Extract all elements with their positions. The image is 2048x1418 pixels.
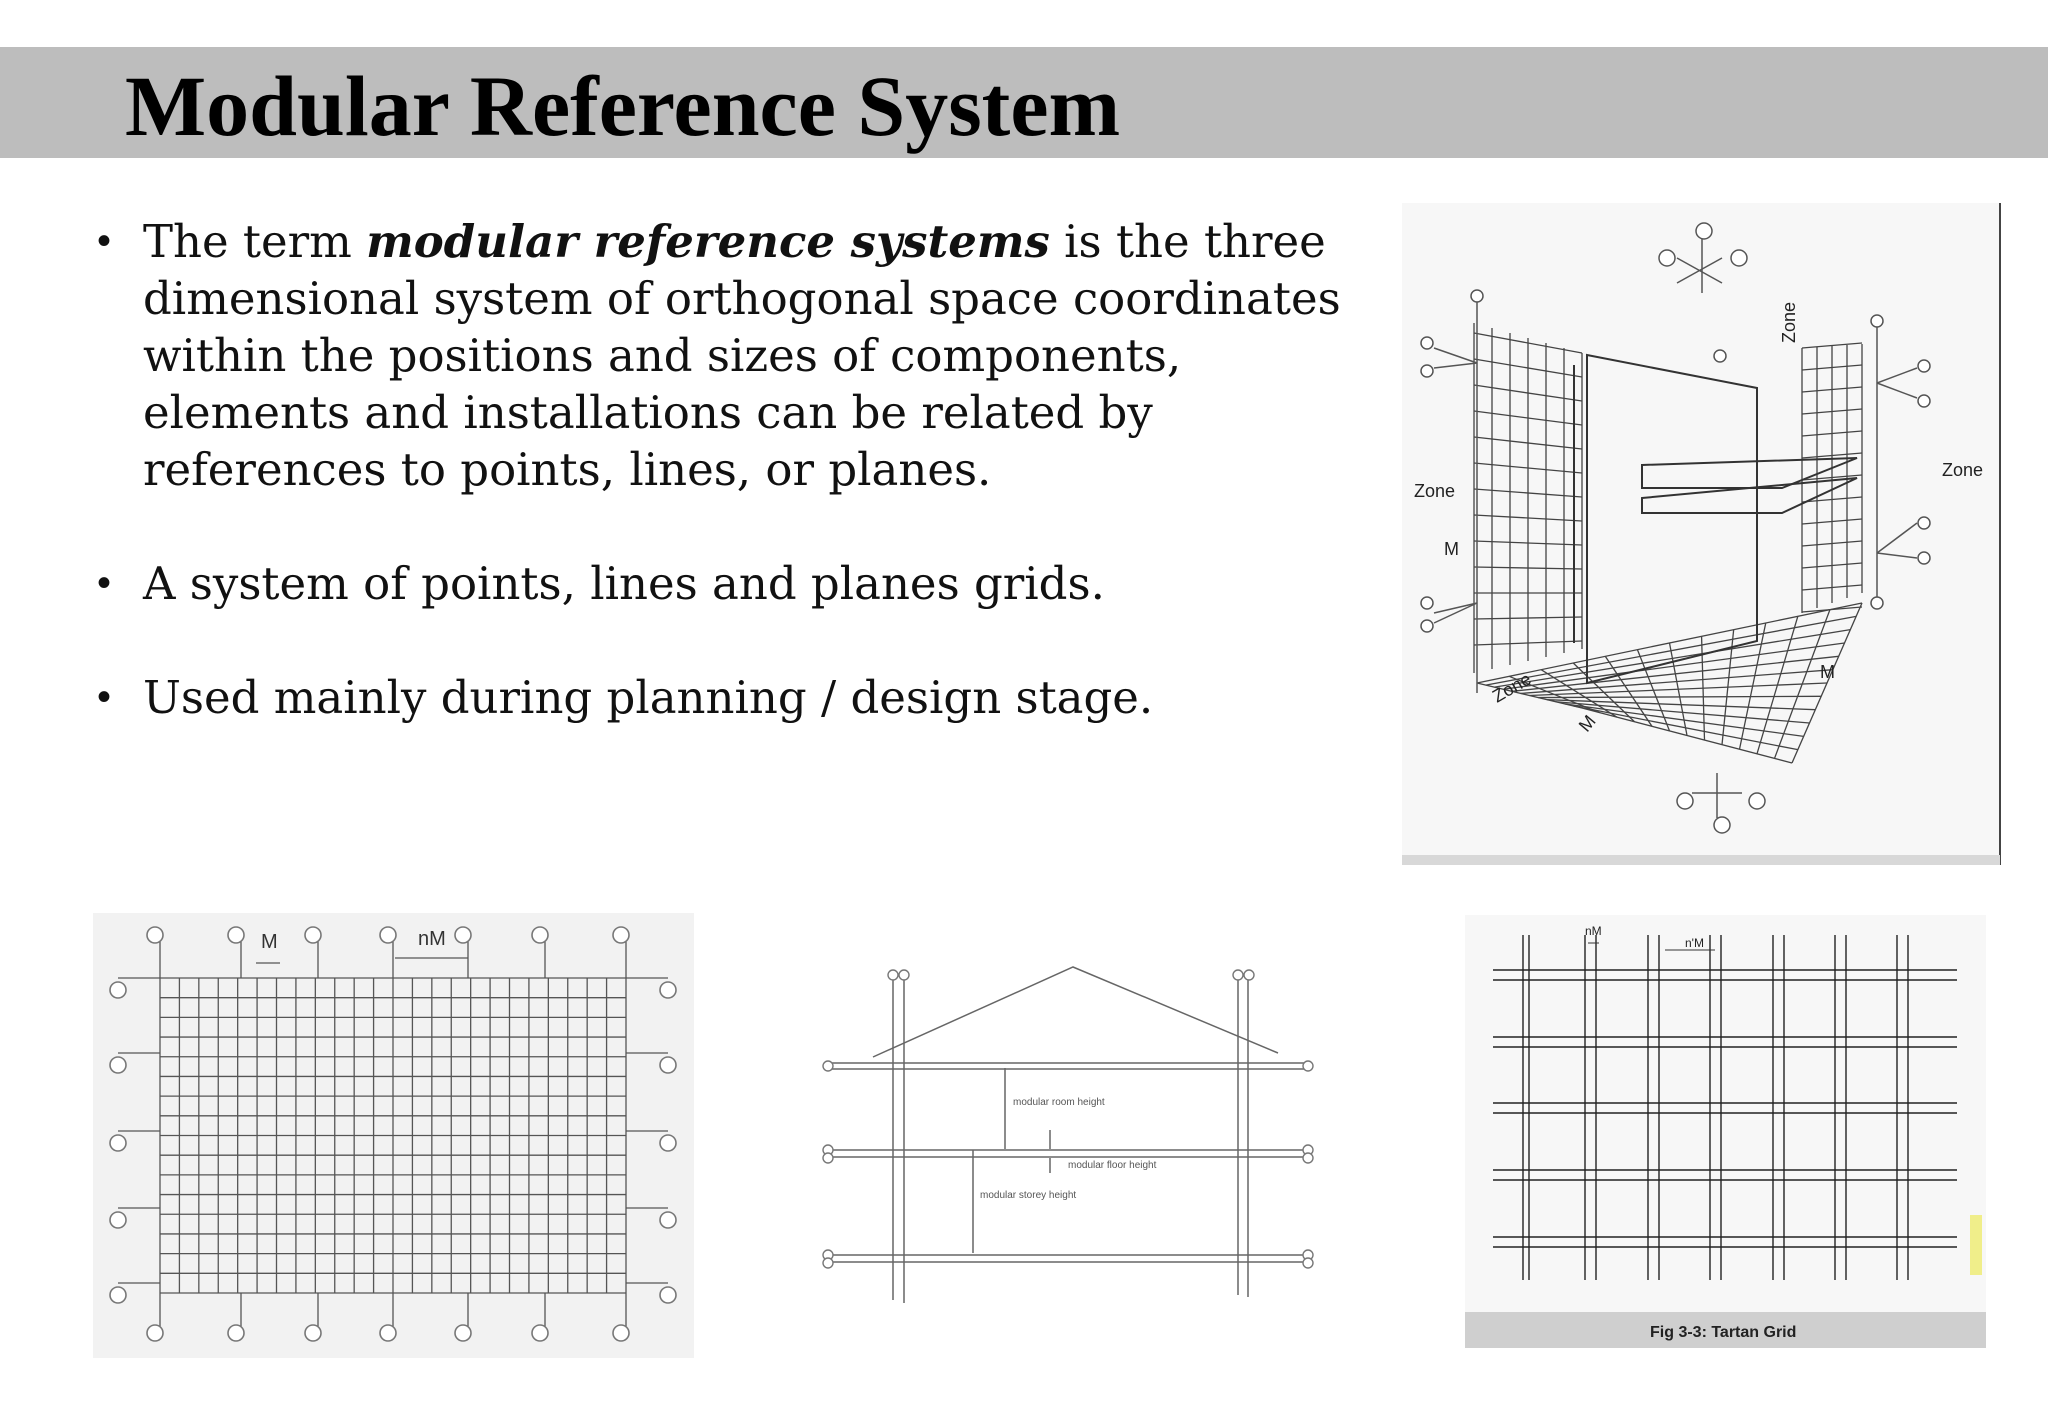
bullet-icon: • bbox=[97, 219, 112, 263]
zone-label-right: Zone bbox=[1942, 460, 1984, 480]
zone-label-floor: Zone bbox=[1489, 668, 1535, 707]
bullet-item bbox=[95, 555, 1375, 612]
m-label-floor-right: M bbox=[1820, 662, 1835, 682]
tartan-nm-label-1: nM bbox=[1585, 924, 1602, 938]
m-label: M bbox=[261, 931, 278, 953]
bullet-list bbox=[95, 213, 1375, 726]
zone-label-top: Zone bbox=[1779, 301, 1799, 343]
bullet-item bbox=[95, 213, 1375, 498]
bullet-text: Used mainly during planning / design stage. bbox=[143, 671, 1154, 724]
zone-label-left: Zone bbox=[1414, 481, 1456, 501]
storey-height-label: modular storey height bbox=[980, 1190, 1077, 1201]
bullet-text-after: is the three dimensional system of orthogonal space coordinates within the positions and sizes of components, elements and installations can be related by references to points, lines, or planes. bbox=[143, 215, 1341, 496]
tartan-grid-figure bbox=[1465, 915, 1986, 1348]
slide-title: Modular Reference System bbox=[125, 58, 1121, 154]
tartan-caption: Fig 3-3: Tartan Grid bbox=[1650, 1324, 1797, 1341]
bullet-text: A system of points, lines and planes grids. bbox=[143, 557, 1105, 610]
m-label-floor-left: M bbox=[1574, 711, 1600, 736]
bullet-icon: • bbox=[97, 675, 112, 719]
floor-height-label: modular floor height bbox=[1068, 1160, 1157, 1171]
nm-label: nM bbox=[418, 928, 446, 950]
tartan-nm-label-2: n'M bbox=[1685, 936, 1704, 950]
section-figure bbox=[808, 945, 1328, 1315]
m-label-left: M bbox=[1444, 539, 1459, 559]
square-grid-figure bbox=[93, 913, 694, 1358]
room-height-label: modular room height bbox=[1013, 1097, 1105, 1108]
bullet-text-before: The term bbox=[143, 215, 367, 268]
bullet-icon: • bbox=[97, 561, 112, 605]
bullet-item bbox=[95, 669, 1375, 726]
perspective-grid-figure bbox=[1402, 203, 2002, 868]
bullet-emphasis: modular reference systems bbox=[366, 215, 1050, 268]
